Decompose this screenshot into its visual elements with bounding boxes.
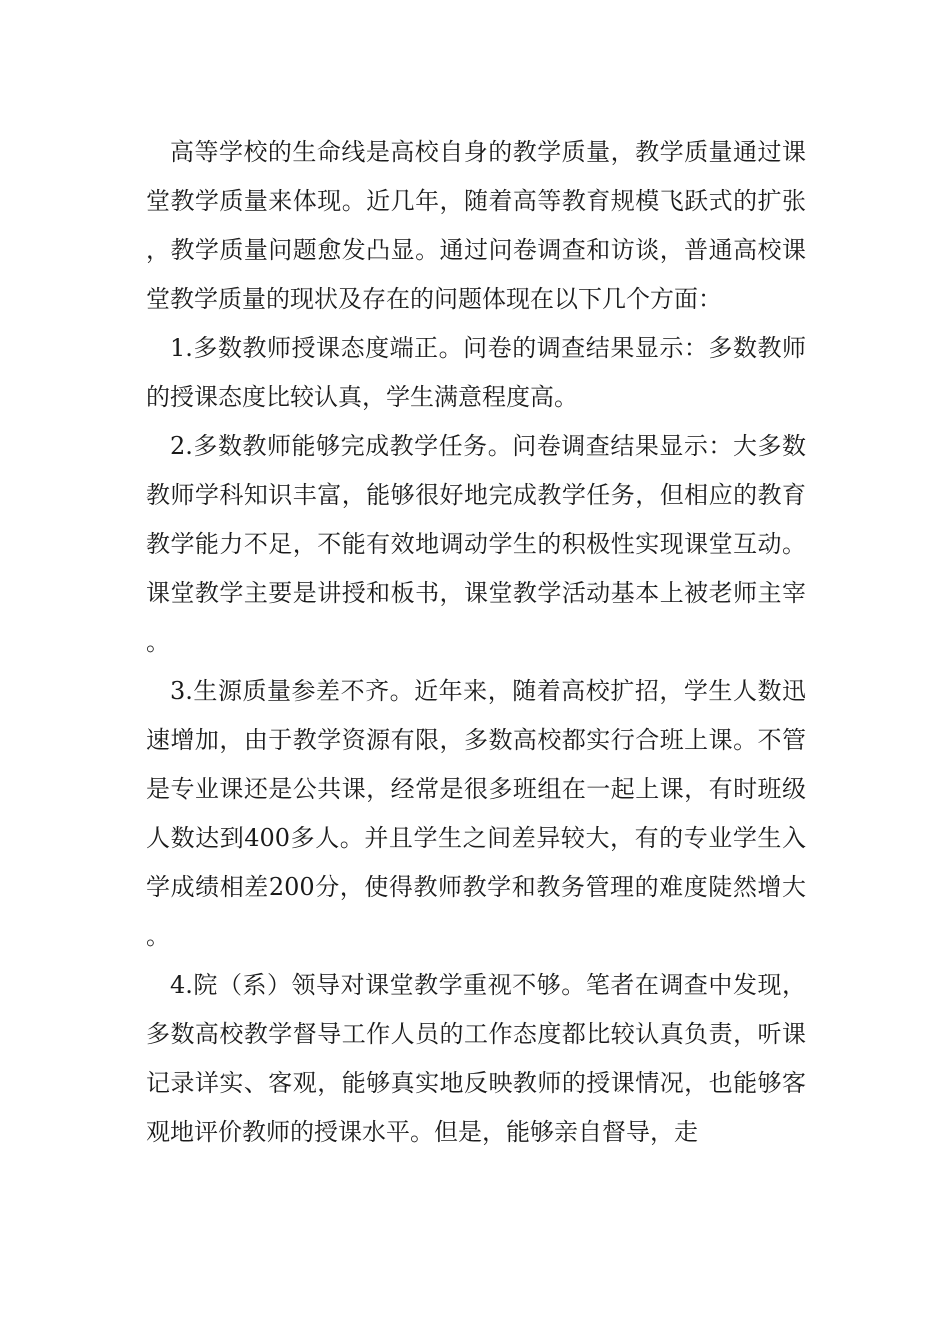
paragraph-intro: 高等学校的生命线是高校自身的教学质量，教学质量通过课堂教学质量来体现。近几年，随着高等教育规模飞跃式的扩张，教学质量问题愈发凸显。通过问卷调查和访谈，普通高校课堂教学质量的现状及存在的问题体现在以下几个方面： (146, 138, 806, 313)
document-body (146, 128, 806, 1157)
paragraph-item-2: 2.多数教师能够完成教学任务。问卷调查结果显示：大多数教师学科知识丰富，能够很好地完成教学任务，但相应的教育教学能力不足，不能有效地调动学生的积极性实现课堂互动。课堂教学主要是讲授和板书，课堂教学活动基本上被老师主宰。 (146, 432, 806, 656)
paragraph-item-1: 1.多数教师授课态度端正。问卷的调查结果显示：多数教师的授课态度比较认真，学生满意程度高。 (146, 334, 806, 411)
paragraph-item-3: 3.生源质量参差不齐。近年来，随着高校扩招，学生人数迅速增加，由于教学资源有限，多数高校都实行合班上课。不管是专业课还是公共课，经常是很多班组在一起上课，有时班级人数达到400多人。并且学生之间差异较大，有的专业学生入学成绩相差200分，使得教师教学和教务管理的难度陡然增大。 (146, 677, 806, 950)
paragraph-item-4: 4.院（系）领导对课堂教学重视不够。笔者在调查中发现，多数高校教学督导工作人员的工作态度都比较认真负责，听课记录详实、客观，能够真实地反映教师的授课情况，也能够客观地评价教师的授课水平。但是，能够亲自督导，走 (146, 971, 806, 1146)
